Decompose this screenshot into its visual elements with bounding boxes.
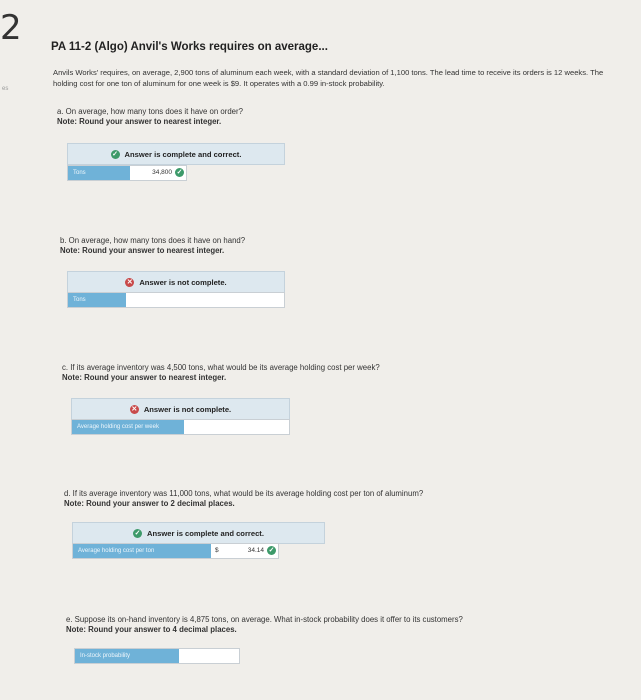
part-b-status-banner (67, 271, 285, 293)
part-d-note: Note: Round your answer to 2 decimal places. (64, 499, 235, 508)
check-circle-icon: ✓ (134, 529, 141, 537)
part-a-answer-row (67, 165, 187, 181)
part-e-question: e. Suppose its on-hand inventory is 4,875 tons, on average. What in-stock probability does it offer to its customers? (66, 615, 463, 624)
part-a-status-banner (67, 143, 285, 165)
part-a-label: Tons (68, 166, 130, 180)
part-d-label: Average holding cost per ton (73, 544, 211, 558)
part-c-note: Note: Round your answer to nearest integer. (62, 373, 227, 382)
part-d-status-banner (72, 522, 325, 544)
problem-intro: Anvils Works' requires, on average, 2,900 tons of aluminum each week, with a standard deviation of 1,100 tons. The lead time to receive its orders is 12 weeks. The holding cost for one ton of aluminum for one week is $9. It operates with a 0.99 in-stock probability. (53, 68, 604, 88)
part-c-answer-input[interactable] (184, 420, 289, 434)
part-c-question: c. If its average inventory was 4,500 tons, what would be its average holding cost per week? (62, 363, 380, 372)
part-a-answer-value: 34,800 (152, 169, 172, 176)
part-b-answer-input[interactable] (126, 293, 284, 307)
part-b-answer-row (67, 292, 285, 308)
part-d-status: Answer is complete and correct. (147, 528, 264, 538)
check-circle-icon: ✓ (268, 547, 275, 554)
x-circle-icon: ✕ (131, 405, 138, 413)
part-d-answer-row (72, 543, 279, 559)
part-d-answer-value: 34.14 (247, 547, 264, 554)
part-d-answer-input[interactable] (211, 544, 278, 558)
part-c-status-banner (71, 398, 290, 420)
currency-symbol: $ (215, 547, 219, 554)
part-d-question: d. If its average inventory was 11,000 tons, what would be its average holding cost per ton of aluminum? (64, 489, 424, 498)
part-c-status: Answer is not complete. (143, 404, 232, 414)
part-a-answer-input[interactable] (130, 166, 186, 180)
part-c-answer-row (71, 419, 290, 435)
part-e-answer-input[interactable] (179, 649, 239, 663)
part-e-note: Note: Round your answer to 4 decimal places. (66, 625, 237, 634)
part-c-label: Average holding cost per week (72, 420, 184, 434)
problem-title: PA 11-2 (Algo) Anvil's Works requires on average... (51, 41, 328, 53)
part-e-label: In-stock probability (75, 649, 179, 663)
side-mark: es (2, 86, 9, 92)
x-circle-icon: ✕ (126, 278, 133, 286)
part-b-status: Answer is not complete. (139, 277, 227, 287)
part-e-question-block (66, 615, 463, 635)
part-b-note: Note: Round your answer to nearest integer. (60, 246, 225, 255)
check-circle-icon: ✓ (176, 169, 183, 176)
part-a-question: a. On average, how many tons does it have on order? (57, 107, 243, 116)
part-a-question-block (57, 107, 243, 127)
part-c-question-block (62, 363, 380, 383)
part-a-note: Note: Round your answer to nearest integer. (57, 117, 222, 126)
part-a-status: Answer is complete and correct. (124, 149, 242, 159)
part-b-question-block (60, 236, 245, 256)
part-b-question: b. On average, how many tons does it have on hand? (60, 236, 246, 245)
question-number: 2 (0, 8, 22, 48)
part-e-answer-row (74, 648, 240, 664)
check-circle-icon: ✓ (112, 150, 118, 158)
part-d-question-block (64, 489, 423, 509)
part-b-label: Tons (68, 293, 126, 307)
